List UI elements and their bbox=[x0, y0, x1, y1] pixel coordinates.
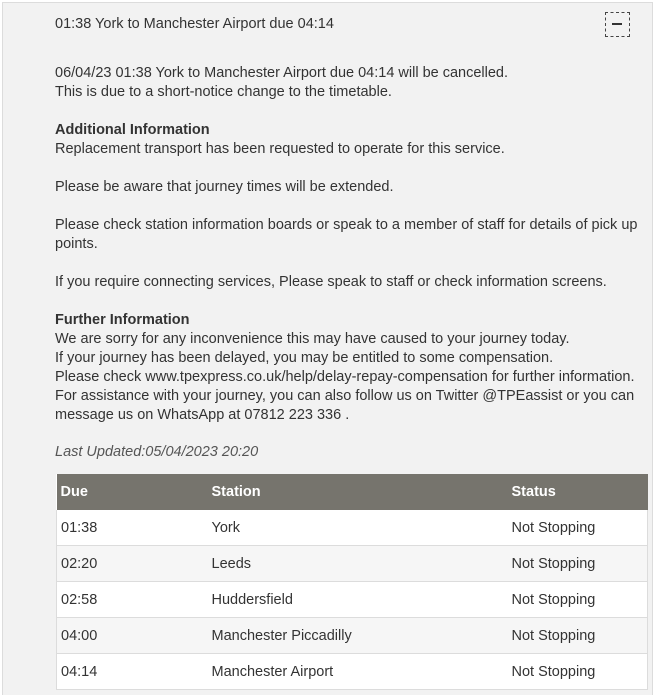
status-cell: Not Stopping bbox=[508, 582, 648, 618]
additional-info-paragraph: If you require connecting services, Please speak to staff or check information screens. bbox=[55, 274, 607, 290]
additional-info-paragraph: Please check station information boards or speak to a member of staff for details of pick up points. bbox=[55, 217, 638, 252]
minus-icon bbox=[612, 23, 622, 25]
additional-info-section bbox=[55, 121, 650, 159]
intro-paragraph bbox=[55, 64, 650, 102]
service-title: 01:38 York to Manchester Airport due 04:14 bbox=[55, 16, 334, 32]
disruption-panel bbox=[2, 2, 653, 695]
further-info-line: We are sorry for any inconvenience this may have caused to your journey today. bbox=[55, 331, 570, 347]
table-row bbox=[57, 618, 648, 654]
collapse-button[interactable] bbox=[605, 12, 630, 37]
station-cell: Manchester Airport bbox=[208, 654, 508, 690]
table-row bbox=[57, 654, 648, 690]
status-cell: Not Stopping bbox=[508, 618, 648, 654]
due-cell: 04:00 bbox=[57, 618, 208, 654]
table-row bbox=[57, 546, 648, 582]
further-info-heading: Further Information bbox=[55, 312, 190, 328]
calling-points-table bbox=[56, 474, 648, 690]
station-cell: York bbox=[208, 510, 508, 546]
due-cell: 01:38 bbox=[57, 510, 208, 546]
column-header-status: Status bbox=[508, 474, 648, 510]
further-info-line: Please check www.tpexpress.co.uk/help/delay-repay-compensation for further information. bbox=[55, 369, 635, 385]
further-info-line: For assistance with your journey, you can also follow us on Twitter @TPEassist or you can message us on WhatsApp at 07812 223 336 . bbox=[55, 388, 635, 423]
intro-line: 06/04/23 01:38 York to Manchester Airport due 04:14 will be cancelled. bbox=[55, 65, 509, 81]
due-cell: 02:58 bbox=[57, 582, 208, 618]
further-info-line: If your journey has been delayed, you may be entitled to some compensation. bbox=[55, 350, 554, 366]
due-cell: 02:20 bbox=[57, 546, 208, 582]
station-cell: Leeds bbox=[208, 546, 508, 582]
column-header-due: Due bbox=[57, 474, 208, 510]
station-cell: Manchester Piccadilly bbox=[208, 618, 508, 654]
station-cell: Huddersfield bbox=[208, 582, 508, 618]
additional-info-paragraph: Please be aware that journey times will be extended. bbox=[55, 179, 394, 195]
status-cell: Not Stopping bbox=[508, 546, 648, 582]
additional-info-heading: Additional Information bbox=[55, 122, 210, 138]
status-cell: Not Stopping bbox=[508, 654, 648, 690]
table-header-row bbox=[57, 474, 648, 510]
status-cell: Not Stopping bbox=[508, 510, 648, 546]
column-header-station: Station bbox=[208, 474, 508, 510]
intro-line: This is due to a short-notice change to the timetable. bbox=[55, 84, 392, 100]
disruption-message bbox=[55, 64, 650, 444]
table-row bbox=[57, 510, 648, 546]
additional-info-line: Replacement transport has been requested to operate for this service. bbox=[55, 141, 505, 157]
table-row bbox=[57, 582, 648, 618]
due-cell: 04:14 bbox=[57, 654, 208, 690]
further-info-section bbox=[55, 311, 650, 425]
last-updated: Last Updated:05/04/2023 20:20 bbox=[55, 444, 259, 460]
